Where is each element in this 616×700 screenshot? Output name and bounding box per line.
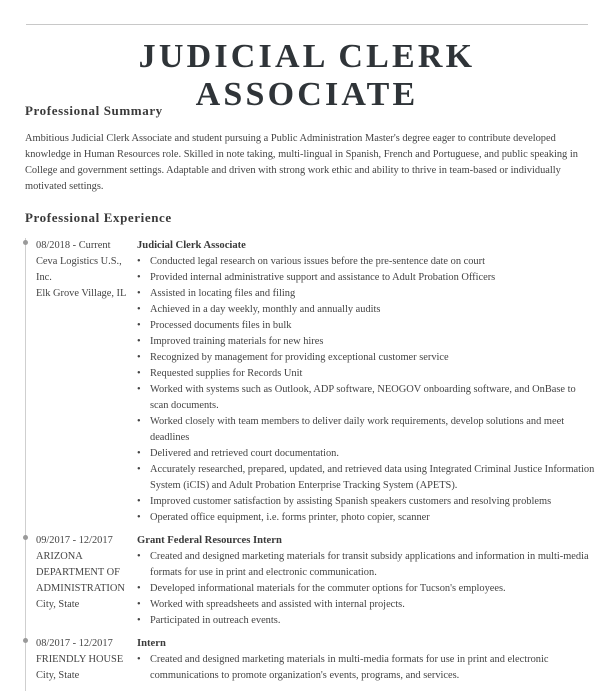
job-bullet: • Worked closely with team members to deliver daily work requirements, develop solutions and meet deadlines [137,414,596,446]
job-company: ADMINISTRATION [36,583,125,594]
job-company: Ceva Logistics U.S., [36,256,122,267]
job-company: ARIZONA [36,551,83,562]
job-title: Grant Federal Resources Intern [137,535,282,546]
job-entry [36,533,596,629]
job-bullet: • Improved training materials for new hires [137,334,596,350]
job-bullet: • Worked with spreadsheets and assisted with internal projects. [137,597,596,613]
job-location: City, State [36,599,80,610]
job-bullet: • Achieved in a day weekly, monthly and annually audits [137,302,596,318]
job-dates: 08/2018 - Current [36,240,111,251]
summary-heading: Professional Summary [25,103,163,118]
job-bullet: • Requested supplies for Records Unit [137,366,596,382]
job-bullet: • Processed documents files in bulk [137,318,596,334]
header-divider [26,24,588,25]
job-bullet-list [137,652,596,684]
resume-name-title: JUDICIAL CLERK ASSOCIATE [138,38,476,113]
job-bullet: • Operated office equipment, i.e. forms printer, photo copier, scanner [137,510,596,526]
job-location: Elk Grove Village, IL [36,288,127,299]
job-bullet-list [137,549,596,629]
job-meta [36,533,136,613]
job-bullet: • Created and designed marketing materials for transit subsidy applications and information in multi-media formats for use in print and electronic communication. [137,549,596,581]
job-bullet: • Conducted legal research on various issues before the pre-sentence date on court [137,254,596,270]
job-bullet: • Delivered and retrieved court documentation. [137,446,596,462]
experience-heading: Professional Experience [25,210,172,225]
job-bullet: • Participated in outreach events. [137,613,596,629]
job-bullet: • Provided internal administrative support and assistance to Adult Probation Officers [137,270,596,286]
job-bullet-list [137,254,596,526]
job-bullet: • Improved customer satisfaction by assisting Spanish speakers customers and resolving problems [137,494,596,510]
job-bullet: • Assisted in locating files and filing [137,286,596,302]
job-company: FRIENDLY HOUSE [36,654,124,665]
summary-text: Ambitious Judicial Clerk Associate and student pursuing a Public Administration Master's degree eager to contribute developed knowledge in Human Resources role. Skilled in note taking, multi-lingual in Spanish, French and Portuguese, and public speaking in College and government settings. Adaptable and driven with strong work ethic and ability to thrive in team-based or individually motivated settings. [25,133,578,192]
job-meta [36,636,136,684]
job-title: Intern [137,638,166,649]
job-meta [36,238,136,302]
job-dates: 08/2017 - 12/2017 [36,638,113,649]
job-entry [36,238,596,526]
job-bullet: • Accurately researched, prepared, updated, and retrieved data using Integrated Criminal Justice Information System (iCIS) and Adult Probation Enterprise Tracking System (APETS). [137,462,596,494]
job-bullet: • Created and designed marketing materials in multi-media formats for use in print and electronic communications to promote organization's events, programs, and services. [137,652,596,684]
job-bullet: • Developed informational materials for the commuter options for Tucson's employees. [137,581,596,597]
job-entry [36,636,596,684]
job-dates: 09/2017 - 12/2017 [36,535,113,546]
job-company: DEPARTMENT OF [36,567,120,578]
job-title: Judicial Clerk Associate [137,240,246,251]
job-company: Inc. [36,272,52,283]
job-bullet: • Recognized by management for providing exceptional customer service [137,350,596,366]
experience-timeline [25,238,596,691]
job-bullet: • Worked with systems such as Outlook, ADP software, NEOGOV onboarding software, and OnBase to scan documents. [137,382,596,414]
job-location: City, State [36,670,80,681]
